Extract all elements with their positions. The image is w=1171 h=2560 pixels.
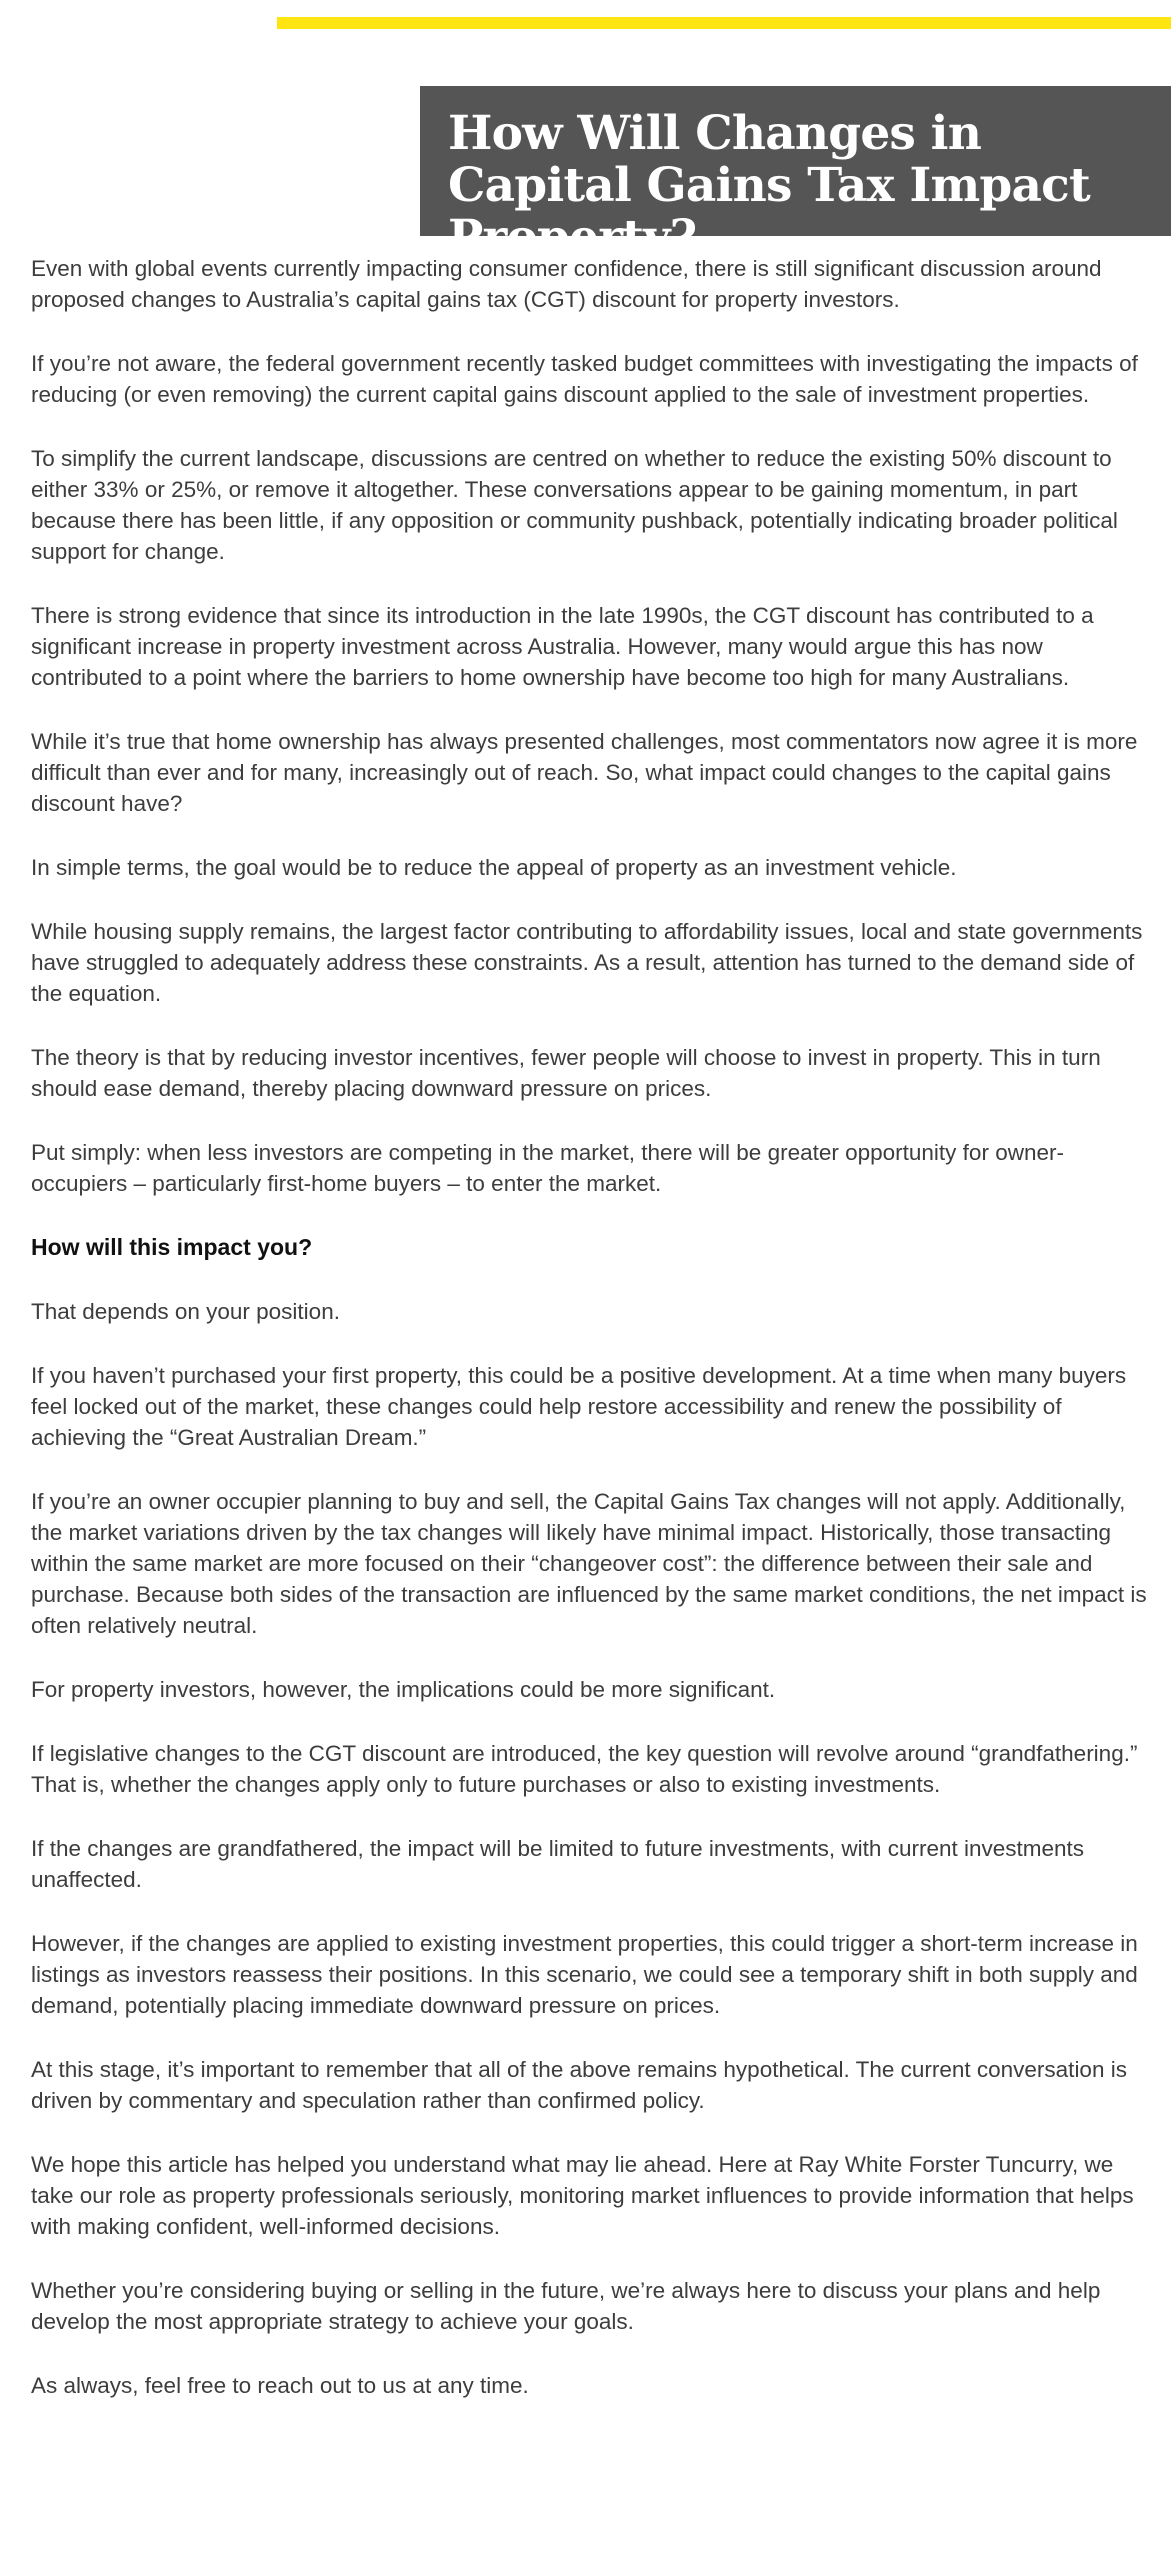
page-title: How Will Changes in Capital Gains Tax Impact Property?	[448, 106, 1090, 265]
paragraph-ray-white: We hope this article has helped you understand what may lie ahead. Here at Ray White Forster Tuncurry, we take our role as property professionals seriously, monitoring market influences to provide information that helps with making confident, well-informed decisions.	[31, 2152, 1134, 2239]
title-banner	[420, 86, 1171, 265]
paragraph-investors: For property investors, however, the implications could be more significant.	[31, 1677, 776, 1702]
paragraph-housing-supply: While housing supply remains, the largest factor contributing to affordability issues, local and state governments have struggled to adequately address these constraints. As a result, attention has turned to the demand side of the equation.	[31, 919, 1143, 1006]
paragraph-grandfathering: If legislative changes to the CGT discount are introduced, the key question will revolve around “grandfathering.” That is, whether the changes apply only to future purchases or also to existing investments.	[31, 1741, 1138, 1797]
paragraph-current-landscape: To simplify the current landscape, discussions are centred on whether to reduce the existing 50% discount to either 33% or 25%, or remove it altogether. These conversations appear to be gaining momentum, in part because there has been little, if any opposition or community pushback, potentially indicating broader political support for change.	[31, 446, 1118, 564]
article-body	[31, 253, 1151, 2434]
paragraph-depends: That depends on your position.	[31, 1299, 340, 1324]
paragraph-goal: In simple terms, the goal would be to reduce the appeal of property as an investment vehicle.	[31, 855, 957, 880]
paragraph-existing-properties: However, if the changes are applied to existing investment properties, this could trigger a short-term increase in listings as investors reassess their positions. In this scenario, we could see a temporary shift in both supply and demand, potentially placing immediate downward pressure on prices.	[31, 1931, 1138, 2018]
yellow-accent-bar	[277, 17, 1171, 29]
paragraph-first-property: If you haven’t purchased your first property, this could be a positive development. At a time when many buyers feel locked out of the market, these changes could help restore accessibility and renew the possibility of achieving the “Great Australian Dream.”	[31, 1363, 1127, 1450]
paragraph-considering: Whether you’re considering buying or selling in the future, we’re always here to discuss your plans and help develop the most appropriate strategy to achieve your goals.	[31, 2278, 1101, 2334]
paragraph-evidence: There is strong evidence that since its introduction in the late 1990s, the CGT discount has contributed to a significant increase in property investment across Australia. However, many would argue this has now contributed to a point where the barriers to home ownership have become too high for many Australians.	[31, 603, 1094, 690]
section-heading: How will this impact you?	[31, 1234, 313, 1260]
paragraph-home-ownership: While it’s true that home ownership has always presented challenges, most commentators now agree it is more difficult than ever and for many, increasingly out of reach. So, what impact could changes to the capital gains discount have?	[31, 729, 1138, 816]
paragraph-budget-committees: If you’re not aware, the federal government recently tasked budget committees with investigating the impacts of reducing (or even removing) the current capital gains discount applied to the sale of investment properties.	[31, 351, 1138, 407]
paragraph-put-simply: Put simply: when less investors are competing in the market, there will be greater opportunity for owner-occupiers – particularly first-home buyers – to enter the market.	[31, 1140, 1064, 1196]
paragraph-hypothetical: At this stage, it’s important to remember that all of the above remains hypothetical. The current conversation is driven by commentary and speculation rather than confirmed policy.	[31, 2057, 1127, 2113]
paragraph-theory: The theory is that by reducing investor incentives, fewer people will choose to invest in property. This in turn should ease demand, thereby placing downward pressure on prices.	[31, 1045, 1101, 1101]
paragraph-intro: Even with global events currently impacting consumer confidence, there is still significant discussion around proposed changes to Australia’s capital gains tax (CGT) discount for property investors.	[31, 256, 1102, 312]
paragraph-owner-occupier: If you’re an owner occupier planning to buy and sell, the Capital Gains Tax changes will not apply. Additionally, the market variations driven by the tax changes will likely have minimal impact. Historically, those transacting within the same market are more focused on their “changeover cost”: the difference between their sale and purchase. Because both sides of the transaction are influenced by the same market conditions, the net impact is often relatively neutral.	[31, 1489, 1147, 1638]
paragraph-reach-out: As always, feel free to reach out to us at any time.	[31, 2373, 529, 2398]
paragraph-grandfathered: If the changes are grandfathered, the impact will be limited to future investments, with current investments unaffected.	[31, 1836, 1085, 1892]
